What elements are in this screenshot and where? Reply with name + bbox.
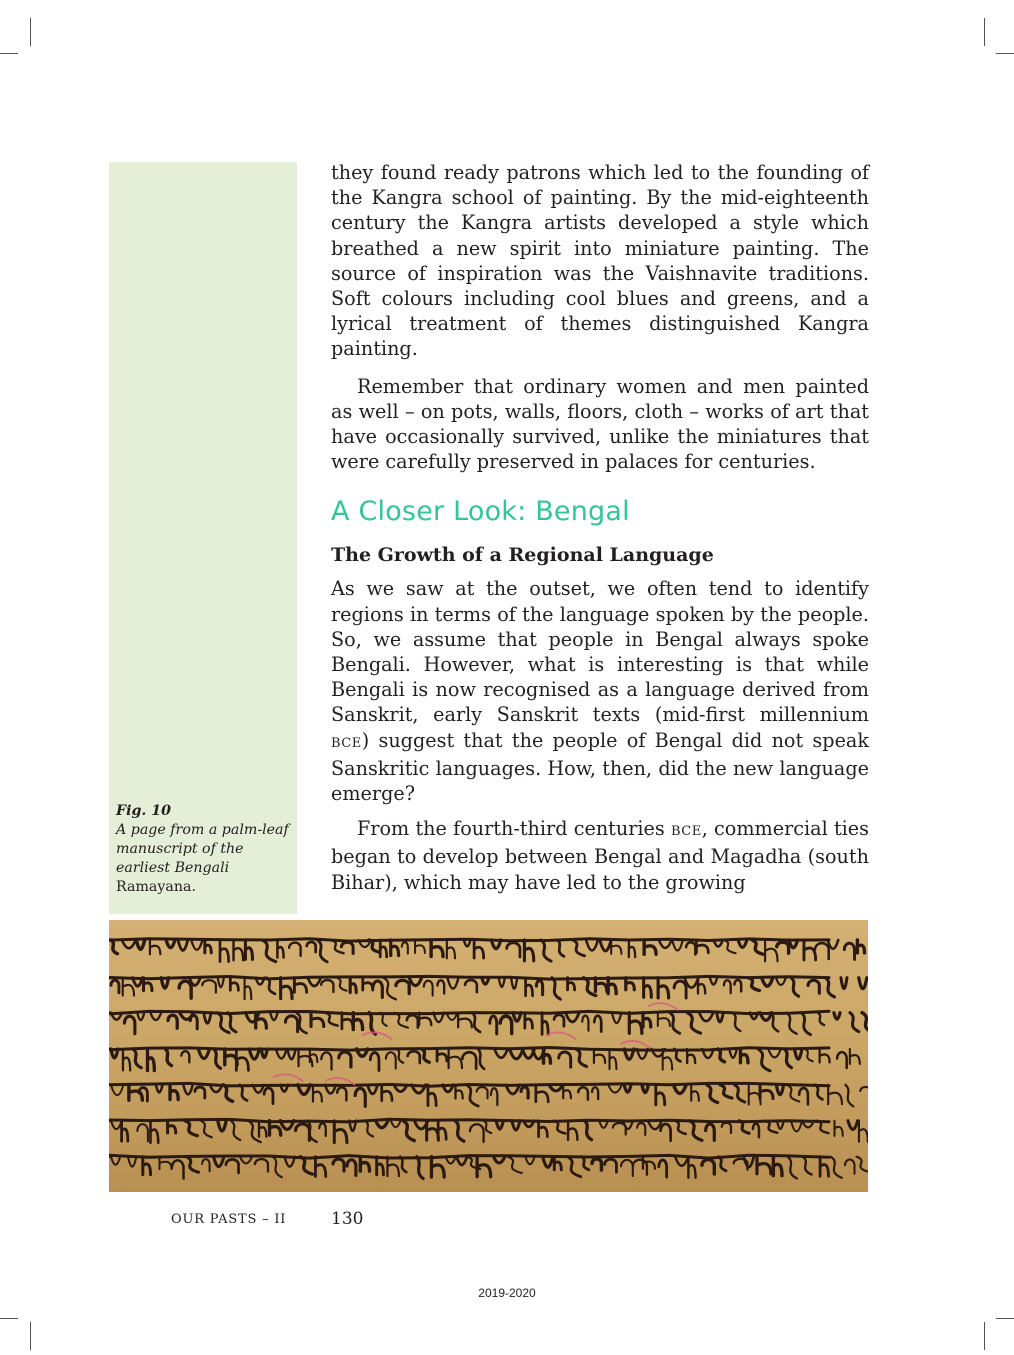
paragraph-text: , commercial ties began to develop between Bengal and Magadha (south Bihar), which may have led to the growing [331, 817, 869, 894]
crop-mark [30, 1322, 31, 1350]
crop-mark [0, 53, 18, 54]
crop-mark [984, 1322, 985, 1350]
paragraph: they found ready patrons which led to the founding of the Kangra school of painting. By the mid-eighteenth century the Kangra artists developed a style which breathed a new spirit into miniature painting. The source of inspiration was the Vaishnavite traditions. Soft colours including cool blues and greens, and a lyrical treatment of themes distinguished Kangra painting. [331, 161, 869, 361]
crop-mark [30, 18, 31, 46]
era-abbreviation: BCE [331, 735, 362, 751]
caption-end: . [191, 879, 196, 895]
paragraph [331, 576, 869, 806]
paragraph-text: ) suggest that the people of Bengal did not speak Sanskritic languages. How, then, did the new language emerge? [331, 728, 869, 806]
era-abbreviation: BCE [670, 824, 702, 840]
crop-mark [996, 1318, 1014, 1319]
crop-mark [996, 53, 1014, 54]
caption-title: Ramayana [116, 879, 192, 895]
figure-label: Fig. 10 [116, 803, 172, 819]
footer-series-title: OUR PASTS – II [171, 1212, 287, 1227]
crop-mark [984, 18, 985, 46]
caption-text: A page from a palm-leaf manuscript of the earliest Bengali [116, 822, 289, 876]
page-number: 130 [331, 1209, 364, 1229]
print-year: 2019-2020 [478, 1286, 536, 1300]
palm-leaf-manuscript-image [109, 920, 868, 1192]
main-text [331, 160, 869, 895]
paragraph-text: From the fourth-third centuries [357, 817, 671, 841]
paragraph-text: As we saw at the outset, we often tend to identify regions in terms of the language spoken by the people. So, we assume that people in Bengal always spoke Bengali. However, what is interesting is that while Bengali is now recognised as a language derived from Sanskrit, early Sanskrit texts (mid-first millennium [331, 577, 869, 727]
subheading: The Growth of a Regional Language [331, 544, 714, 567]
paragraph: Remember that ordinary women and men painted as well – on pots, walls, floors, cloth – works of art that have occasionally survived, unlike the miniatures that were carefully preserved in palaces for centuries. [331, 374, 869, 474]
crop-mark [0, 1318, 18, 1319]
figure-caption [116, 802, 294, 897]
paragraph [331, 816, 869, 895]
section-heading: A Closer Look: Bengal [331, 496, 630, 528]
